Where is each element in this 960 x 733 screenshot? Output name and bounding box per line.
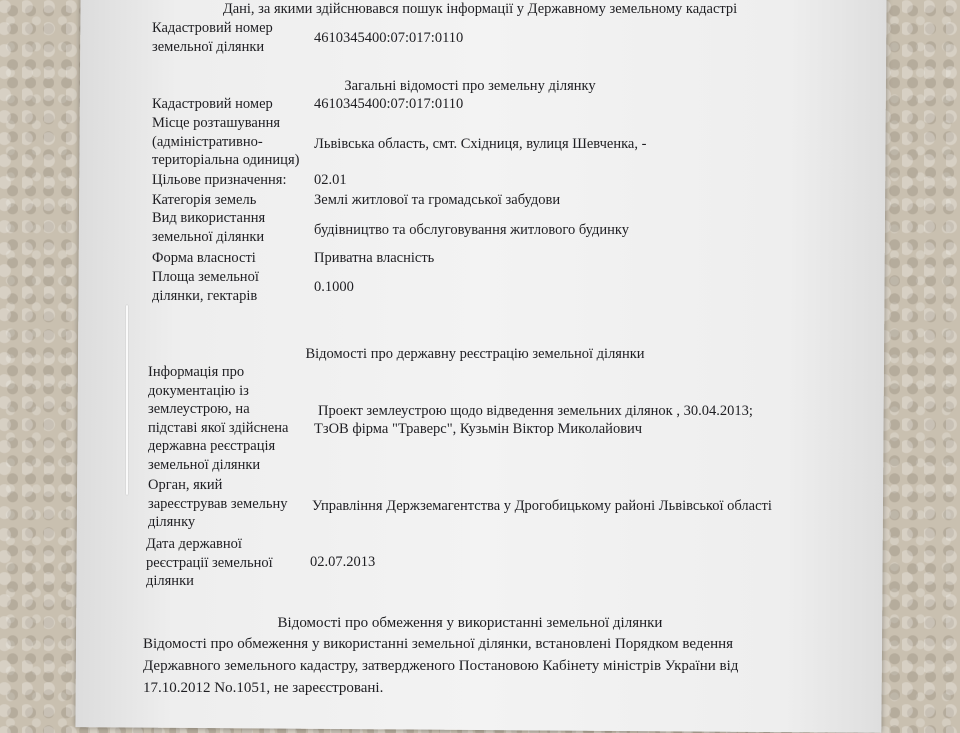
registration-value-date: 02.07.2013 — [310, 554, 376, 570]
registration-value-documentation-line2: ТзОВ фірма "Траверс", Кузьмін Віктор Миколайович — [314, 421, 643, 437]
general-value-location: Львівська область, смт. Східниця, вулиця Шевченка, - — [314, 136, 647, 152]
general-label-area: Площа земельної ділянки, гектарів — [152, 269, 259, 304]
general-label-usage: Вид використання земельної ділянки — [152, 210, 266, 245]
registration-label-date: Дата державної реєстрації земельної ділянки — [146, 536, 273, 590]
binding-thread — [126, 305, 128, 495]
registration-label-documentation: Інформація про документацію із землеустрою, на підставі якої здійснена державна реєстрація земельної ділянки — [148, 364, 289, 473]
general-label-purpose: Цільове призначення: — [152, 172, 287, 188]
search-section-title: Дані, за якими здійснювався пошук інформації у Державному земельному кадастрі — [222, 1, 738, 17]
restrictions-section-title: Відомості про обмеження у використанні земельної ділянки — [277, 615, 663, 631]
restrictions-paragraph: Відомості про обмеження у використанні земельної ділянки, встановлені Порядком ведення Державного земельного кадастру, затвердженого Постановою Кабінету міністрів України від 17.10.2012 No.1051, не зареєстровані. — [143, 636, 739, 696]
registration-label-authority: Орган, який зареєстрував земельну ділянку — [148, 477, 288, 531]
general-value-category: Землі житлової та громадської забудови — [314, 192, 561, 208]
general-value-area: 0.1000 — [314, 279, 354, 295]
general-label-cadastral: Кадастровий номер — [152, 96, 273, 112]
general-value-usage: будівництво та обслуговування житлового будинку — [314, 222, 629, 238]
general-value-cadastral: 4610345400:07:017:0110 — [314, 96, 464, 112]
registration-value-documentation-line1: Проект землеустрою щодо відведення земельних ділянок , 30.04.2013; — [318, 403, 753, 419]
registration-section-title: Відомості про державну реєстрацію земельної ділянки — [305, 346, 645, 362]
search-cadastral-value: 4610345400:07:017:0110 — [314, 30, 464, 46]
search-cadastral-label: Кадастровий номер земельної ділянки — [152, 20, 273, 55]
general-value-ownership: Приватна власність — [314, 250, 435, 266]
general-label-ownership: Форма власності — [152, 250, 256, 266]
general-label-category: Категорія земель — [152, 192, 257, 208]
general-section-title: Загальні відомості про земельну ділянку — [344, 78, 596, 94]
general-value-purpose: 02.01 — [314, 172, 347, 188]
registration-value-authority: Управління Держземагентства у Дрогобицькому районі Львівської області — [312, 498, 772, 514]
general-label-location: Місце розташування (адміністративно- територіальна одиниця) — [152, 115, 300, 169]
